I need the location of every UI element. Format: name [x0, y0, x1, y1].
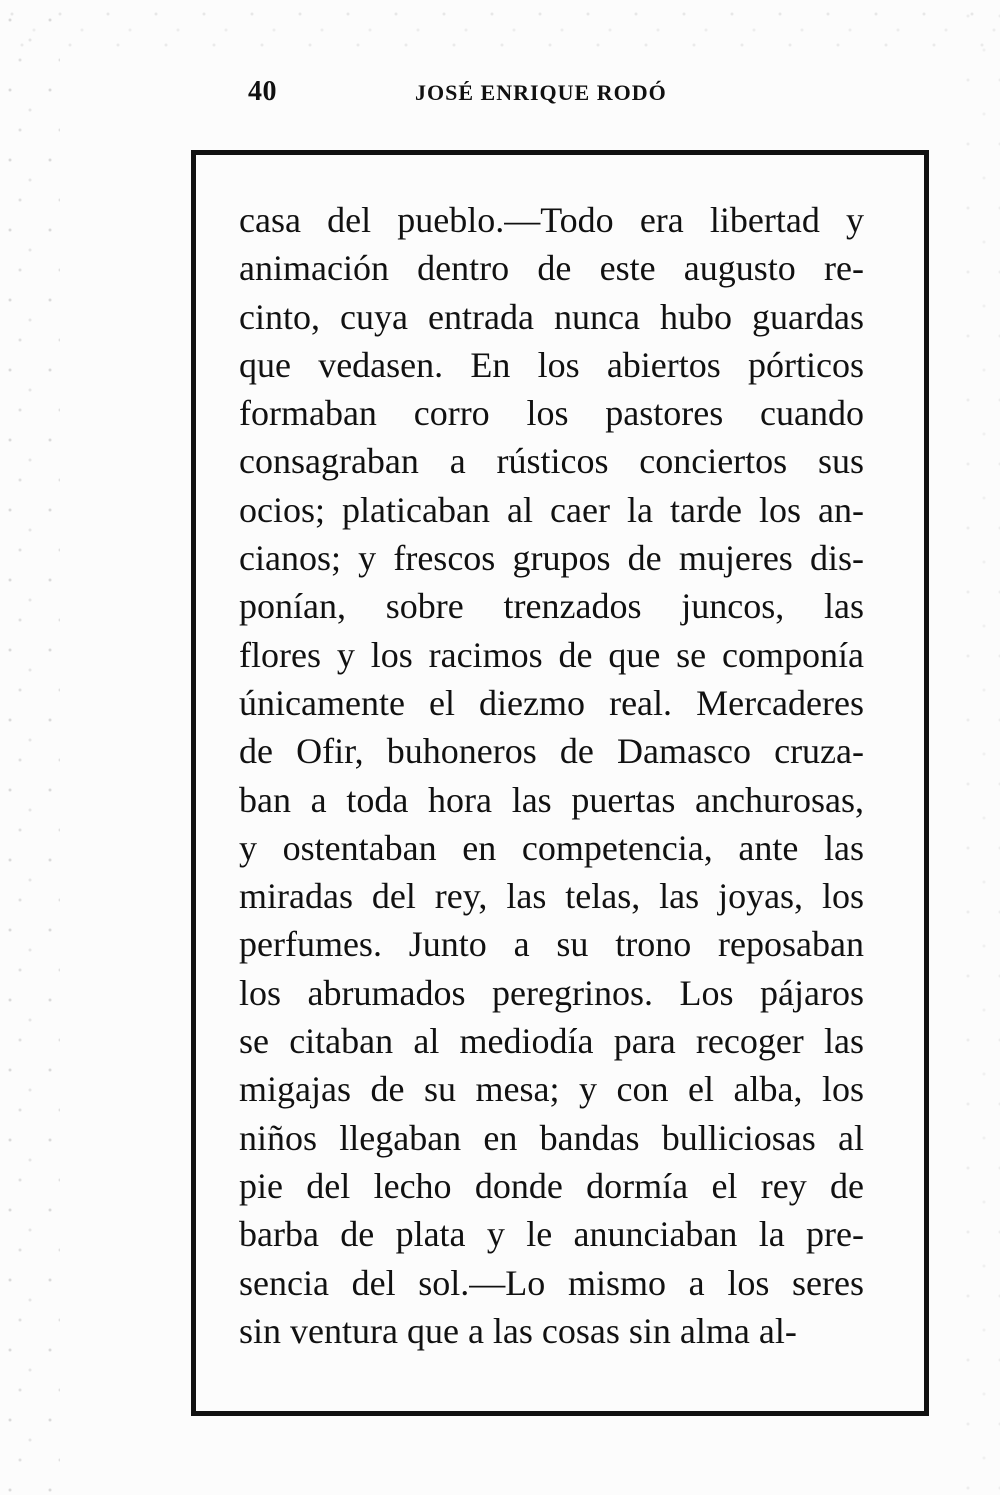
text-line: los abrumados peregrinos. Los pájaros [239, 972, 864, 1013]
text-line: cinto, cuya entrada nunca hubo guardas [239, 296, 864, 337]
text-line: ocios; platicaban al caer la tarde los an- [239, 489, 864, 530]
text-line: miradas del rey, las telas, las joyas, los [239, 876, 864, 917]
top-margin-scan-noise [0, 0, 1000, 60]
text-line: migajas de su mesa; y con el alba, los [239, 1069, 864, 1110]
text-line: cianos; y frescos grupos de mujeres dis- [239, 538, 864, 579]
text-line: flores y los racimos de que se componía [239, 634, 864, 675]
text-line: animación dentro de este augusto re- [239, 248, 864, 289]
text-line: y ostentaban en competencia, ante las [239, 827, 864, 868]
text-line: sin ventura que a las cosas sin alma al- [239, 1310, 797, 1351]
body-text [239, 196, 864, 1355]
text-line: barba de plata y le anunciaban la pre- [239, 1214, 864, 1255]
right-margin-scan-noise [960, 0, 1000, 1495]
text-line: formaban corro los pastores cuando [239, 393, 864, 434]
text-line: que vedasen. En los abiertos pórticos [239, 344, 864, 385]
text-line: pie del lecho donde dormía el rey de [239, 1165, 864, 1206]
text-line: ban a toda hora las puertas anchurosas, [239, 779, 864, 820]
text-line: casa del pueblo.—Todo era libertad y [239, 200, 864, 240]
text-line: se citaban al mediodía para recoger las [239, 1021, 864, 1062]
running-head: JOSÉ ENRIQUE RODÓ [415, 80, 667, 105]
text-line: únicamente el diezmo real. Mercaderes [239, 682, 864, 723]
text-line: niños llegaban en bandas bulliciosas al [239, 1117, 864, 1158]
left-margin-scan-noise [0, 0, 60, 1495]
text-line: sencia del sol.—Lo mismo a los seres [239, 1262, 864, 1303]
page-number: 40 [248, 76, 277, 107]
text-line: perfumes. Junto a su trono reposaban [239, 924, 864, 965]
text-line: ponían, sobre trenzados juncos, las [239, 586, 864, 627]
page-header [0, 76, 1000, 116]
text-line: de Ofir, buhoneros de Damasco cruza- [239, 731, 864, 772]
text-line: consagraban a rústicos conciertos sus [239, 441, 864, 482]
